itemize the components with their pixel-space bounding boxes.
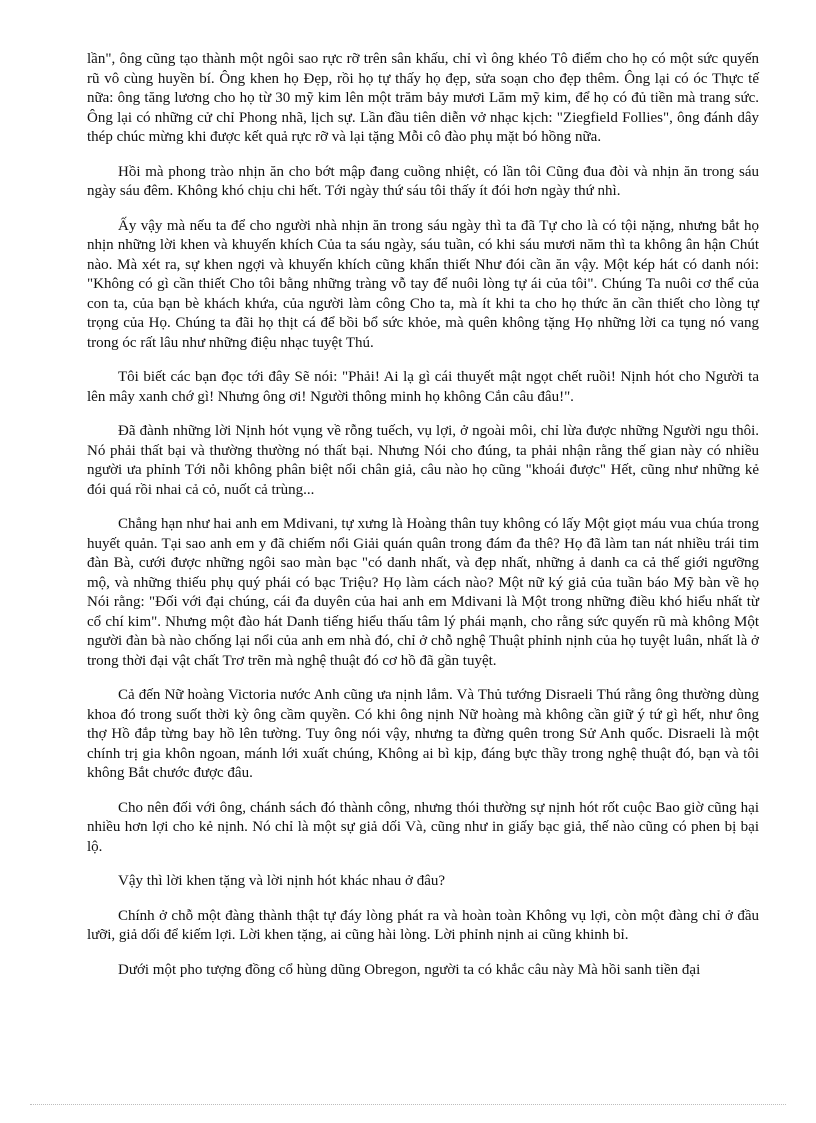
paragraph-5: Đã đành những lời Nịnh hót vụng về rỗng tuếch, vụ lợi, ở ngoài môi, chỉ lừa được những Người ngu thôi. Nó phải thất bại và thường thường nó thất bại. Nhưng Nói cho đúng, ta phải nhận rằng thế gian này có nhiều người ưa phỉnh Tới nỗi không phân biệt nổi chân giả, câu nào họ cũng "khoái được" Hết, cũng như những kẻ đói quá rồi nhai cả cỏ, nuốt cả trùng... bbox=[87, 423, 759, 498]
paragraph-11: Dưới một pho tượng đồng cổ hùng dũng Obregon, người ta có khắc câu này Mà hồi sanh tiền đại bbox=[118, 961, 701, 978]
paragraph-4: Tôi biết các bạn đọc tới đây Sẽ nói: "Phải! Ai lạ gì cái thuyết mật ngọt chết ruồi! Nịnh hót cho Người ta lên mây xanh chớ gì! Nhưng ông ơi! Người thông minh họ không Cắn câu đâu!". bbox=[87, 369, 759, 405]
document-body bbox=[87, 50, 759, 995]
paragraph-7: Cả đến Nữ hoàng Victoria nước Anh cũng ưa nịnh lắm. Và Thủ tướng Disraeli Thú rằng ông thường dùng khoa đó trong suốt thời kỳ ông cầm quyền. Có khi ông nịnh Nữ hoàng mà không cần giữ ý tứ gì hết, như ông thợ Hồ đắp từng bay hồ lên tường. Tuy ông nói vậy, nhưng ta đừng quên trong Sử Anh quốc. Disraeli là một chính trị gia khôn ngoan, mánh lới xuất chúng, Không ai bì kịp, đáng bực thầy trong nghệ thuật đó, bạn và tôi không Bắt chước được đâu. bbox=[87, 687, 759, 781]
paragraph-1: lần", ông cũng tạo thành một ngôi sao rực rỡ trên sân khấu, chỉ vì ông khéo Tô điểm cho họ có một sức quyến rũ vô cùng huyền bí. Ông khen họ Đẹp, rồi họ tự thấy họ đẹp, sửa soạn cho đẹp thêm. Ông lại có óc Thực tế nữa: ông tăng lương cho họ từ 30 mỹ kim lên một trăm bảy mươi Lăm mỹ kim, để họ có đủ tiền mà trang sức. Ông lại có những cử chỉ Phong nhã, lịch sự. Lần đầu tiên diễn vở nhạc kịch: "Ziegfield Follies", ông đánh dây thép chúc mừng khi được kết quả rực rỡ và lại tặng Mỗi cô đào phụ mặt bó hồng nữa. bbox=[87, 51, 759, 145]
paragraph-9: Vậy thì lời khen tặng và lời nịnh hót khác nhau ở đâu? bbox=[118, 873, 446, 889]
paragraph-2: Hồi mà phong trào nhịn ăn cho bớt mập đang cuồng nhiệt, có lần tôi Cũng đua đòi và nhịn ăn trong sáu ngày sáu đêm. Không khó chịu chi hết. Tới ngày thứ sáu tôi thấy ít đói hơn ngày thứ nhì. bbox=[87, 163, 759, 199]
paragraph-6: Chẳng hạn như hai anh em Mdivani, tự xưng là Hoàng thân tuy không có lấy Một giọt máu vua chúa trong huyết quản. Tại sao anh em y đã chiếm nổi Giải quán quân trong đám đa thê? Họ đã làm tan nát nhiều trái tim đàn Bà, cưới được những ngôi sao màn bạc "có danh nhất, và đẹp nhất, những ả danh ca cả thế giới ngưỡng mộ, và những thiếu phụ quý phái có bạc Triệu? Họ làm cách nào? Một nữ ký giả của tuần báo Mỹ bàn về họ Nói rằng: "Đối với đại chúng, cái đa duyên của hai anh em Mdivani là Một trong những điều khó hiểu nhất từ cổ chí kim". Nhưng một đào hát Danh tiếng hiểu thấu tâm lý phái mạnh, cho rằng sức quyến rũ mà không Một người đàn bà nào chống lại nổi của anh em nhà đó, chỉ ở chỗ nghệ Thuật phỉnh nịnh của họ tuyệt luân, nhất là ở trong thời đại vật chất Trơ trẽn mà nghệ thuật đó cơ hồ đã gần tuyệt. bbox=[87, 516, 759, 669]
page-bottom-border bbox=[30, 1104, 786, 1105]
paragraph-10: Chính ở chỗ một đàng thành thật tự đáy lòng phát ra và hoàn toàn Không vụ lợi, còn một đàng chỉ ở đầu lưỡi, giả dối để kiếm lợi. Lời khen tặng, ai cũng hài lòng. Lời phỉnh nịnh ai cũng khinh bỉ. bbox=[87, 907, 759, 943]
paragraph-8: Cho nên đối với ông, chánh sách đó thành công, nhưng thói thường sự nịnh hót rốt cuộc Bao giờ cũng hại nhiều hơn lợi cho kẻ nịnh. Nó chỉ là một sự giả dối Và, cũng như in giấy bạc giả, thế nào cũng có phen bị bại lộ. bbox=[87, 799, 759, 855]
paragraph-3: Ấy vậy mà nếu ta để cho người nhà nhịn ăn trong sáu ngày thì ta đã Tự cho là có tội nặng, nhưng bắt họ nhịn những lời khen và khuyến khích Của ta sáu ngày, sáu tuần, có khi sáu mươi năm thì ta không ân hận Chút nào. Mà xét ra, sự khen ngợi và khuyến khích cũng khẩn thiết Như đói cần ăn vậy. Một kép hát có danh nói: "Không có gì cần thiết Cho tôi bằng những tràng vỗ tay để nuôi lòng tự ái của tôi". Chúng Ta nuôi cơ thể của con ta, của bạn bè khách khứa, của người làm công Cho ta, mà ít khi ta cho họ thức ăn cần thiết cho lòng tự trọng của Họ. Chúng ta đãi họ thịt cá để bồi bổ sức khỏe, mà quên không tặng Họ những lời ca tụng nó vang trong óc rất lâu như những điệu nhạc tuyệt Thú. bbox=[87, 217, 759, 351]
